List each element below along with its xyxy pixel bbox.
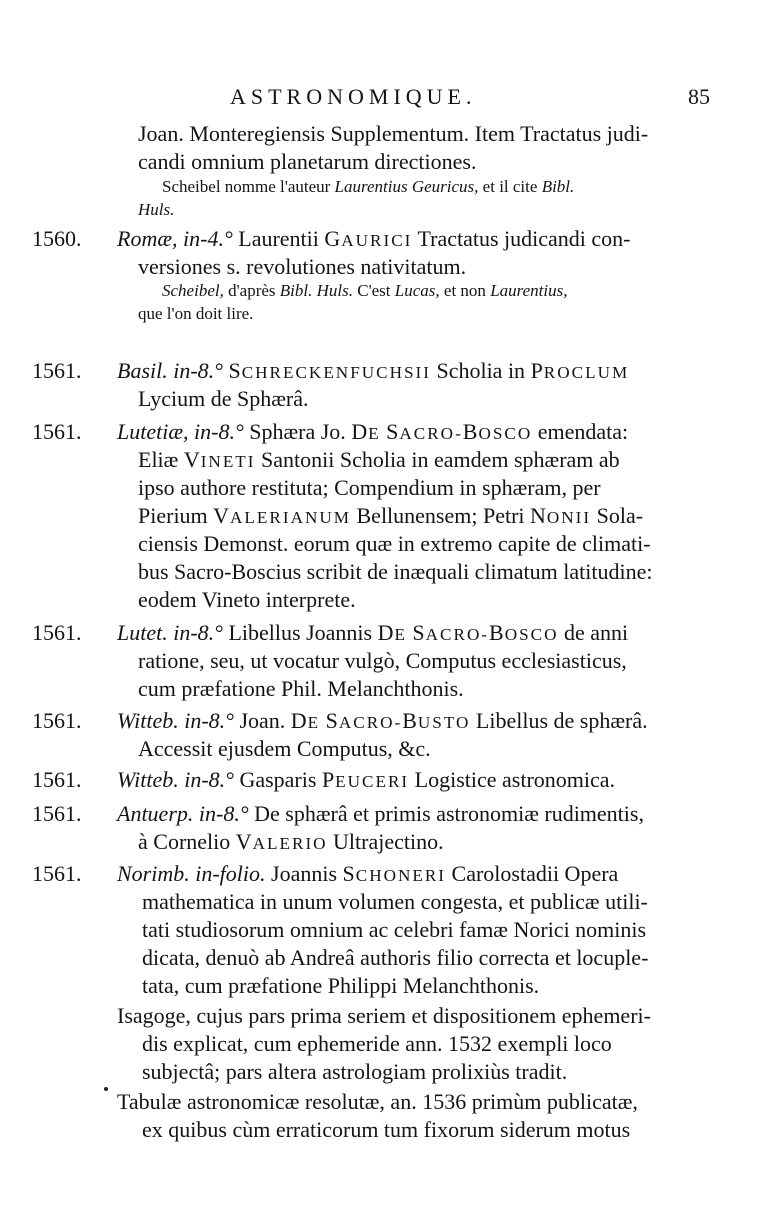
entry-line: dicata, denuò ab Andreâ authoris filio correcta et locuple- [142, 945, 649, 970]
entry-year: 1561. [32, 419, 82, 444]
footnote-line [162, 177, 574, 197]
entry-line: candi omnium planetarum directiones. [138, 149, 477, 174]
note-text: Scheibel nomme l'auteur [162, 177, 335, 196]
entry-year: 1561. [32, 861, 82, 886]
entry-place: Norimb. in-folio. [117, 861, 266, 886]
entry-text: emendata: [532, 419, 629, 444]
entry-year: 1560. [32, 226, 82, 251]
entry-text: Sphæra Jo. [243, 419, 352, 444]
note-text: et il cite [478, 177, 542, 196]
footnote-line: Huls. [138, 200, 175, 219]
entry-text: Tractatus judicandi con- [412, 226, 631, 251]
particle-de: DE [377, 620, 407, 645]
entry-line: Joan. Monteregiensis Supplementum. Item Tractatus judi- [138, 121, 649, 146]
entry-line [117, 708, 648, 734]
entry-line: tata, cum præfatione Philippi Melanchthonis. [142, 973, 540, 998]
entry-text: Ultrajectino. [327, 829, 444, 854]
entry-place: Antuerp. in-8.° [117, 801, 249, 826]
entry-text: Laurentii [232, 226, 325, 251]
entry-text: Logistice astronomica. [409, 767, 616, 792]
entry-line: ipso authore restituta; Compendium in sphæram, per [138, 475, 601, 500]
entry-year: 1561. [32, 620, 82, 645]
author-name: PEUCERI [321, 767, 410, 792]
author-name: GAURICI [324, 226, 413, 251]
entry-text: à Cornelio [138, 829, 236, 854]
footnote-line [162, 281, 567, 301]
entry-line: tati studiosorum omnium ac celebri famæ Norici nominis [142, 917, 647, 942]
entry-line [117, 419, 628, 445]
entry-text: de anni [558, 620, 629, 645]
particle-de: DE [290, 708, 321, 733]
author-name: NONII [530, 503, 592, 528]
entry-text: Eliæ [138, 447, 184, 472]
entry-text: Pierium [138, 503, 214, 528]
entry-text: Bellunensem; Petri [351, 503, 531, 528]
entry-line [117, 861, 618, 887]
entry-place: Witteb. in-8.° [117, 708, 234, 733]
entry-line [117, 767, 615, 793]
entry-line [117, 801, 644, 827]
author-name: PROCLUM [530, 358, 630, 383]
author-name: VALERIANUM [213, 503, 351, 528]
note-italic: Lucas, [394, 281, 440, 300]
entry-text: Santonii Scholia in eamdem sphæram ab [255, 447, 620, 472]
entry-year: 1561. [32, 767, 82, 792]
entry-line: bus Sacro-Boscius scribit de inæquali climatum latitudine: [138, 559, 653, 584]
author-name: SACRO-BUSTO [325, 708, 471, 733]
entry-line: mathematica in unum volumen congesta, et publicæ utili- [142, 889, 648, 914]
entry-text: Carolostadii Opera [446, 861, 619, 886]
author-name: VALERIO [235, 829, 328, 854]
note-text: d'après [223, 281, 280, 300]
note-text: et non [439, 281, 491, 300]
note-italic: Laurentius Geuricus, [334, 177, 479, 196]
note-italic: Laurentius, [490, 281, 568, 300]
entry-text: Gasparis [233, 767, 322, 792]
entry-text: Sola- [591, 503, 644, 528]
note-italic: Bibl. Huls. [279, 281, 353, 300]
entry-text: De sphærâ et primis astronomiæ rudimentis, [248, 801, 644, 826]
note-text: C'est [352, 281, 395, 300]
note-italic: Scheibel, [162, 281, 224, 300]
author-name: SACRO-BOSCO [412, 620, 559, 645]
entry-year: 1561. [32, 708, 82, 733]
entry-line: ex quibus cùm erraticorum tum fixorum siderum motus [142, 1117, 631, 1142]
entry-line: Accessit ejusdem Computus, &c. [138, 736, 431, 761]
entry-place: Witteb. in-8.° [117, 767, 234, 792]
entry-year: 1561. [32, 358, 82, 383]
entry-text: Joannis [265, 861, 343, 886]
author-name: SCHRECKENFUCHSII [228, 358, 431, 383]
entry-text: Joan. [233, 708, 291, 733]
entry-line [117, 620, 628, 646]
entry-place: Basil. in-8.° [117, 358, 223, 383]
entry-line [138, 447, 620, 473]
entry-place: Romæ, in-4.° [117, 226, 233, 251]
entry-line: ratione, seu, ut vocatur vulgò, Computus ecclesiasticus, [138, 648, 627, 673]
entry-text: Scholia in [430, 358, 531, 383]
footnote-line: que l'on doit lire. [138, 304, 254, 323]
entry-line [117, 358, 629, 384]
entry-line [138, 503, 643, 529]
author-name: SCHONERI [342, 861, 447, 886]
author-name: VINETI [183, 447, 256, 472]
entry-line: dis explicat, cum ephemeride ann. 1532 exempli loco [142, 1031, 612, 1056]
entry-line: versiones s. revolutiones nativitatum. [138, 254, 467, 279]
entry-year: 1561. [32, 801, 82, 826]
page-number: 85 [688, 84, 710, 109]
running-head: ASTRONOMIQUE. [230, 84, 477, 109]
particle-de: DE [351, 419, 381, 444]
entry-line: Lycium de Sphærâ. [138, 386, 309, 411]
entry-place: Lutetiæ, in-8.° [117, 419, 244, 444]
entry-line [117, 226, 631, 252]
ink-speck [104, 1087, 108, 1091]
note-italic: Bibl. [541, 177, 575, 196]
entry-line: ciensis Demonst. eorum quæ in extremo capite de climati- [138, 531, 651, 556]
entry-line: cum præfatione Phil. Melanchthonis. [138, 676, 464, 701]
entry-line: subjectâ; pars altera astrologiam prolixiùs tradit. [142, 1059, 568, 1084]
entry-line: Tabulæ astronomicæ resolutæ, an. 1536 primùm publicatæ, [117, 1089, 638, 1114]
author-name: SACRO-BOSCO [386, 419, 533, 444]
entry-line [138, 829, 444, 855]
entry-text: Libellus de sphærâ. [470, 708, 648, 733]
entry-place: Lutet. in-8.° [117, 620, 223, 645]
entry-line: eodem Vineto interprete. [138, 587, 356, 612]
entry-text: Libellus Joannis [222, 620, 378, 645]
entry-line: Isagoge, cujus pars prima seriem et dispositionem ephemeri- [117, 1003, 651, 1028]
